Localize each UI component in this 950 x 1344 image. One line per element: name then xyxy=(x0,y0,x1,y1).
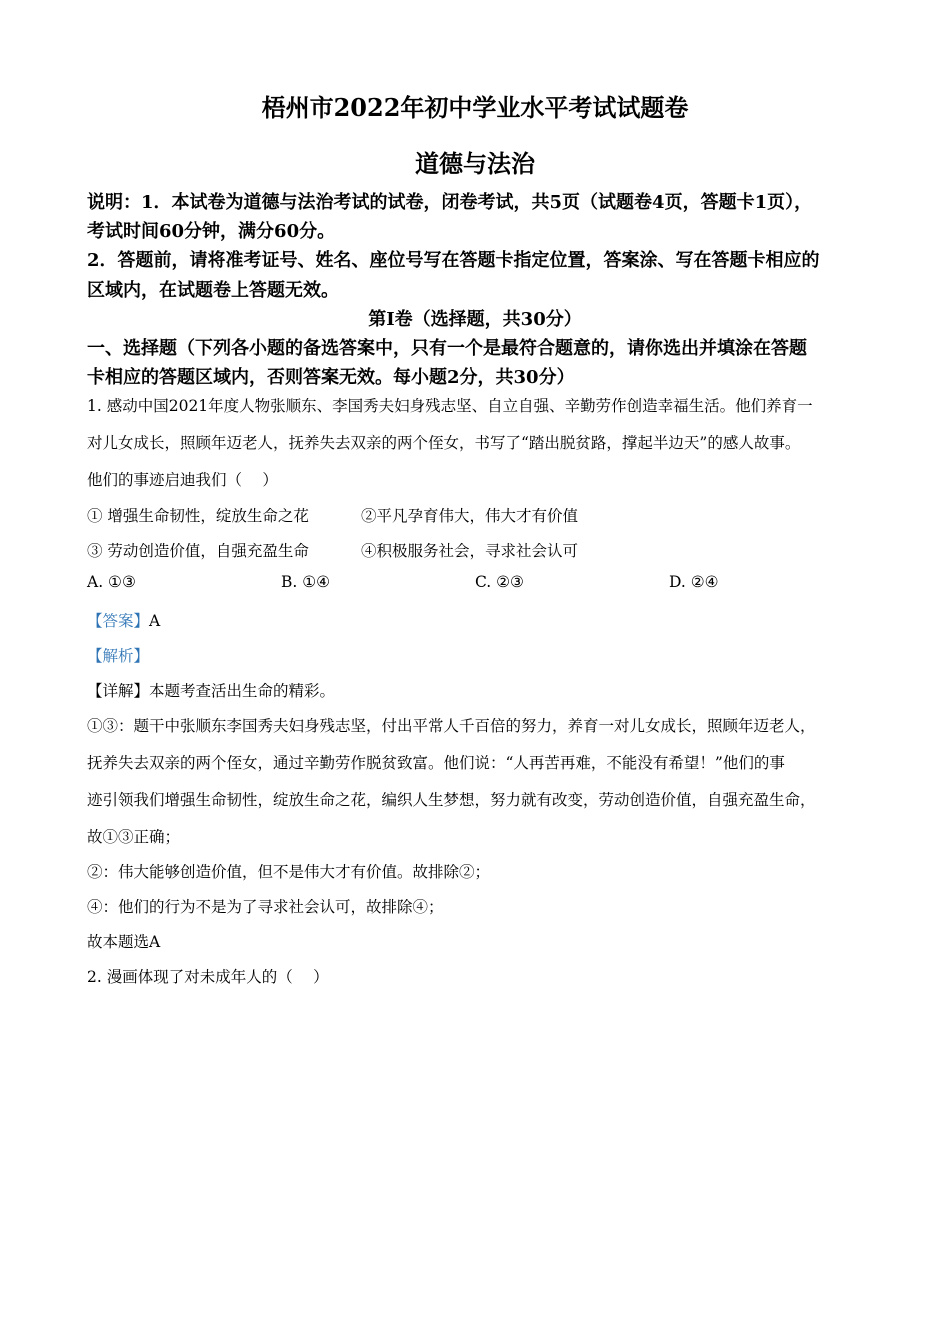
section-heading-1: 一、选择题（下列各小题的备选答案中，只有一个是最符合题意的，请你选出并填涂在答题 xyxy=(87,338,807,359)
explanation-line-5: ②：伟大能够创造价值，但不是伟大才有价值。故排除②； xyxy=(87,863,491,881)
section-heading-2: 卡相应的答题区域内，否则答案无效。每小题2分，共30分） xyxy=(87,367,575,388)
explanation-line-3: 迹引领我们增强生命韧性，绽放生命之花，编织人生梦想，努力就有改变，劳动创造价值，自强充盈生命， xyxy=(87,791,816,809)
instructions-line-4: 区域内，在试题卷上答题无效。 xyxy=(87,280,339,301)
instructions-line-1: 说明：1．本试卷为道德与法治考试的试卷，闭卷考试，共5页（试题卷4页，答题卡1页）， xyxy=(87,192,813,213)
explanation-line-2: 抚养失去双亲的两个侄女，通过辛勤劳作脱贫致富。他们说：“人再苦再难，不能没有希望！”他们的事 xyxy=(87,754,785,772)
analysis-label: 【解析】 xyxy=(87,647,150,665)
answer-label: 【答案】 xyxy=(87,612,150,630)
q1-stem-line-2: 对儿女成长，照顾年迈老人，抚养失去双亲的两个侄女，书写了“踏出脱贫路，撑起半边天”的感人故事。 xyxy=(87,434,801,452)
explanation-line-1: ①③：题干中张顺东李国秀夫妇身残志坚，付出平常人千百倍的努力，养育一对儿女成长，照顾年迈老人， xyxy=(87,717,816,735)
q1-stem-line-3: 他们的事迹启迪我们（ ） xyxy=(87,471,278,489)
q1-item-4: ④积极服务社会，寻求社会认可 xyxy=(361,542,579,560)
q1-option-d: D. ②④ xyxy=(669,573,719,591)
explanation-line-6: ④：他们的行为不是为了寻求社会认可，故排除④； xyxy=(87,898,444,916)
q1-stem-line-1: 1. 感动中国2021年度人物张顺东、李国秀夫妇身残志坚、自立自强、辛勤劳作创造幸福生活。他们养育一 xyxy=(87,397,813,415)
q1-option-b: B. ①④ xyxy=(281,573,331,591)
q1-item-2: ②平凡孕育伟大，伟大才有价值 xyxy=(361,507,579,525)
q1-option-c: C. ②③ xyxy=(475,573,524,591)
instructions-line-2: 考试时间60分钟，满分60分。 xyxy=(87,221,336,242)
detail-line: 【详解】本题考查活出生命的精彩。 xyxy=(87,682,336,700)
q1-option-a: A. ①③ xyxy=(87,573,136,591)
instructions-line-3: 2．答题前，请将准考证号、姓名、座位号写在答题卡指定位置，答案涂、写在答题卡相应的 xyxy=(87,250,820,271)
subject-title: 道德与法治 xyxy=(415,149,535,178)
answer-value: A xyxy=(149,612,161,630)
volume-heading: 第I卷（选择题，共30分） xyxy=(368,309,582,330)
q1-item-1: ① 增强生命韧性，绽放生命之花 xyxy=(87,507,309,525)
exam-title: 梧州市2022年初中学业水平考试试题卷 xyxy=(261,93,689,122)
explanation-line-4: 故①③正确； xyxy=(87,828,181,846)
q1-answer-row xyxy=(87,609,877,633)
conclusion-line: 故本题选A xyxy=(87,933,161,951)
q1-item-3: ③ 劳动创造价值，自强充盈生命 xyxy=(87,542,309,560)
q2-stem: 2. 漫画体现了对未成年人的（ ） xyxy=(87,968,329,986)
